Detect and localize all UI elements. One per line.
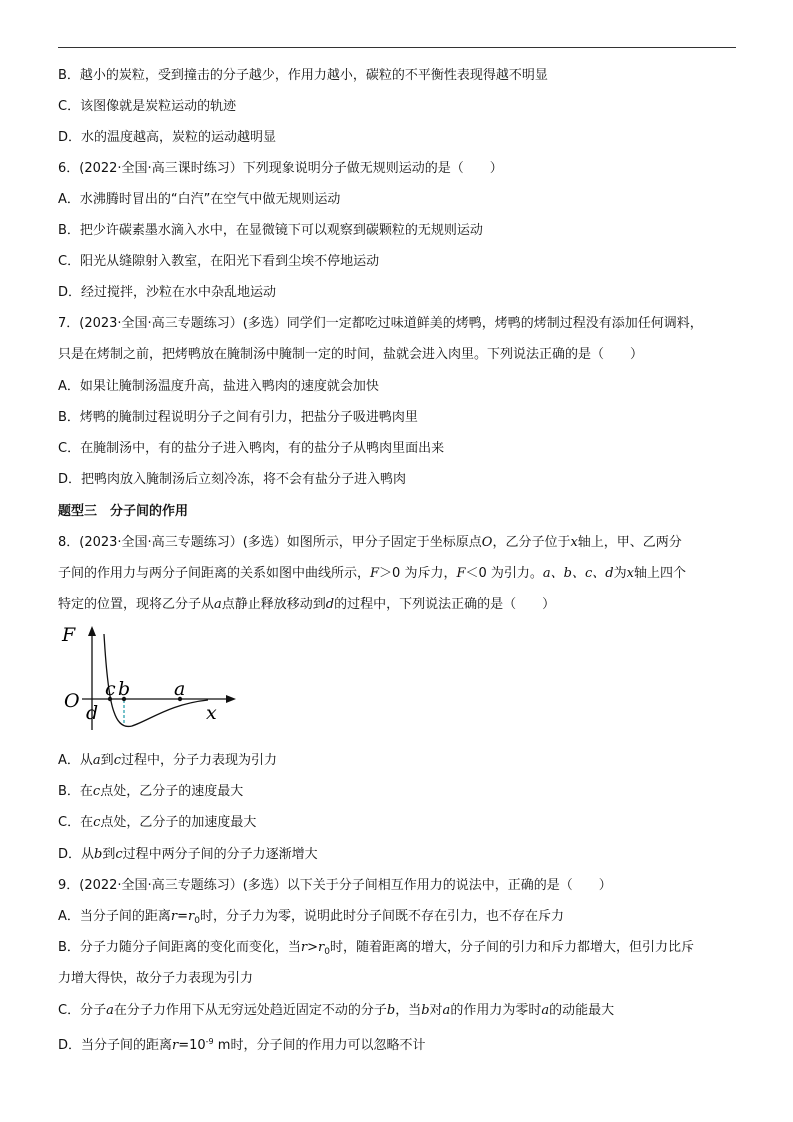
q8-option-a: A．从a到c过程中，分子力表现为引力 — [58, 753, 277, 768]
q6-option-d: D．经过搅拌，沙粒在水中杂乱地运动 — [58, 285, 277, 300]
q7-option-a: A．如果让腌制汤温度升高，盐进入鸭肉的速度就会加快 — [58, 379, 379, 394]
label-d: d — [86, 702, 99, 724]
q8-stem-line3: 特定的位置，现将乙分子从a点静止释放移动到d的过程中，下列说法正确的是（ ） — [58, 597, 556, 612]
q5-option-b: B．越小的炭粒，受到撞击的分子越少，作用力越小，碳粒的不平衡性表现得越不明显 — [58, 68, 548, 83]
q6-option-c: C．阳光从缝隙射入教室，在阳光下看到尘埃不停地运动 — [58, 254, 380, 269]
label-x: x — [206, 702, 217, 724]
q5-option-d: D．水的温度越高，炭粒的运动越明显 — [58, 130, 277, 145]
label-f: F — [62, 624, 76, 646]
q8-option-c: C．在c点处，乙分子的加速度最大 — [58, 815, 257, 830]
q9-option-a: A．当分子间的距离$r=r_0$时，分子力为零，说明此时分子间既不存在引力，也不存在斥力 — [58, 909, 564, 926]
q9-option-d: D．当分子间的距离$r=10^{-9}$ m时，分子间的作用力可以忽略不计 — [58, 1037, 426, 1053]
q8-stem-line1: 8．(2023·全国·高三专题练习）(多选）如图所示，甲分子固定于坐标原点O，乙分子位于x轴上，甲、乙两分 — [58, 535, 682, 550]
q8-option-d: D．从b到c过程中两分子间的分子力逐渐增大 — [58, 847, 318, 862]
q9-stem: 9．(2022·全国·高三专题练习）(多选）以下关于分子间相互作用力的说法中，正确的是（ ） — [58, 878, 612, 893]
q5-option-c: C．该图像就是炭粒运动的轨迹 — [58, 99, 237, 114]
q9-option-b-line2: 力增大得快，故分子力表现为引力 — [58, 971, 254, 986]
label-a: a — [174, 678, 186, 700]
label-o: O — [64, 690, 80, 712]
x-axis-arrow — [226, 695, 236, 703]
q6-stem: 6．(2022·全国·高三课时练习）下列现象说明分子做无规则运动的是（ ） — [58, 161, 503, 176]
f-axis-arrow — [88, 626, 96, 636]
label-b: b — [118, 678, 131, 700]
label-c: c — [105, 678, 116, 700]
q7-stem-line2: 只是在烤制之前，把烤鸭放在腌制汤中腌制一定的时间，盐就会进入肉里。下列说法正确的是（ ） — [58, 347, 644, 362]
force-distance-graph — [58, 624, 248, 736]
q6-option-a: A．水沸腾时冒出的“白汽”在空气中做无规则运动 — [58, 192, 341, 207]
q7-option-b: B．烤鸭的腌制过程说明分子之间有引力，把盐分子吸进鸭肉里 — [58, 410, 418, 425]
q9-option-b-line1: B．分子力随分子间距离的变化而变化，当$r>r_0$时，随着距离的增大，分子间的引力和斥力都增大，但引力比斥 — [58, 940, 695, 957]
q7-option-d: D．把鸭肉放入腌制汤后立刻冷冻，将不会有盐分子进入鸭肉 — [58, 472, 407, 487]
q8-stem-line2: 子间的作用力与两分子间距离的关系如图中曲线所示，F＞0 为斥力，F＜0 为引力。a、b、c、d为x轴上四个 — [58, 566, 686, 581]
header-rule — [58, 47, 736, 48]
q7-option-c: C．在腌制汤中，有的盐分子进入鸭肉，有的盐分子从鸭肉里面出来 — [58, 441, 445, 456]
q6-option-b: B．把少许碳素墨水滴入水中，在显微镜下可以观察到碳颗粒的无规则运动 — [58, 223, 483, 238]
q8-option-b: B．在c点处，乙分子的速度最大 — [58, 784, 244, 799]
q9-option-c: C．分子a在分子力作用下从无穷远处趋近固定不动的分子b，当b对a的作用力为零时a的动能最大 — [58, 1003, 615, 1018]
section-heading: 题型三 分子间的作用 — [58, 504, 189, 519]
q7-stem-line1: 7．(2023·全国·高三专题练习）(多选）同学们一定都吃过味道鲜美的烤鸭，烤鸭的烤制过程没有添加任何调料， — [58, 316, 703, 331]
